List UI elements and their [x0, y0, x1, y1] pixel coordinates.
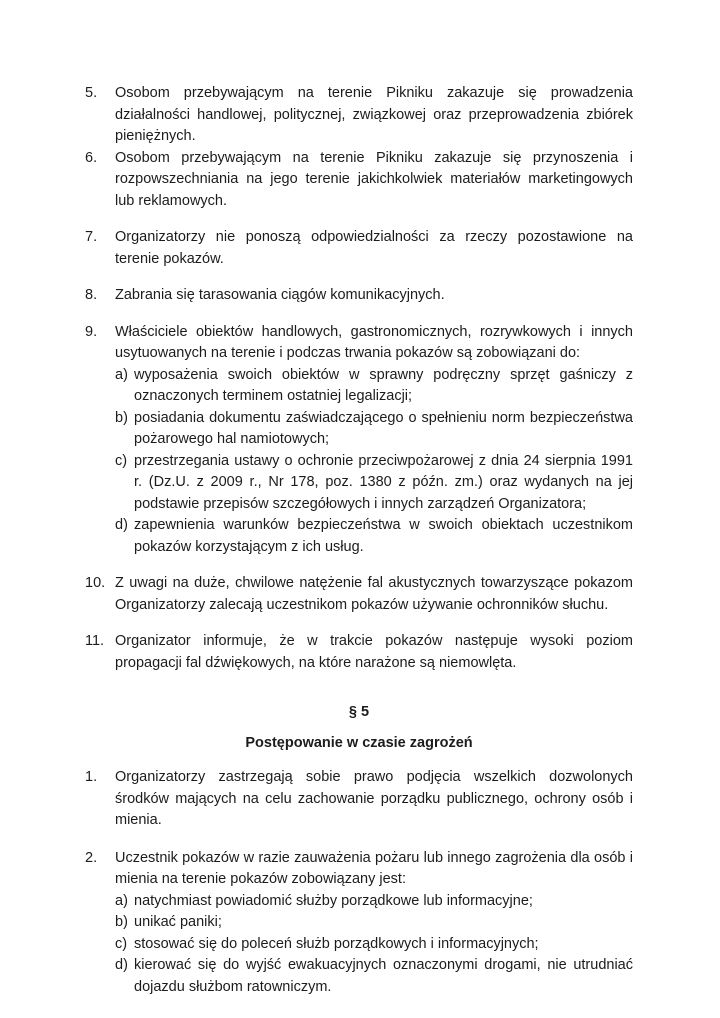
sub-item-2b: [115, 912, 633, 934]
sub-item-text: przestrzegania ustawy o ochronie przeciwpożarowej z dnia 24 sierpnia 1991 r. (Dz.U. z 2009 r., Nr 178, poz. 1380 z późn. zm.) oraz wydanych na jej podstawie przepisów szczegółowych i innych zarządzeń Organizatora;: [134, 452, 633, 512]
sub-item-label: a): [115, 892, 128, 909]
list-item-text: Organizatorzy zastrzegają sobie prawo podjęcia wszelkich dozwolonych środków mających na celu zachowanie porządku publicznego, ochrony osób i mienia.: [115, 769, 633, 828]
list-item-10: [85, 573, 633, 616]
sub-item-label: d): [115, 957, 128, 973]
list-item-11: [85, 631, 633, 674]
sub-item-2c: [115, 934, 633, 956]
sub-item-text: posiadania dokumentu zaświadczającego o spełnieniu norm bezpieczeństwa pożarowego hal namiotowych;: [134, 409, 633, 447]
sub-item-label: c): [115, 452, 128, 469]
list-item-text: Osobom przebywającym na terenie Pikniku zakazuje się przynoszenia i rozpowszechniania na jego terenie jakichkolwiek materiałów marketingowych lub reklamowych.: [115, 149, 633, 209]
sub-item-label: a): [115, 366, 128, 383]
list-item-number: 9.: [85, 323, 98, 340]
sub-item-text: natychmiast powiadomić służby porządkowe lub informacyjne;: [134, 892, 533, 909]
list-item-9: [85, 322, 633, 559]
sub-item-text: zapewnienia warunków bezpieczeństwa w swoich obiektach uczestnikom pokazów korzystającym z ich usług.: [134, 517, 633, 555]
sub-item-label: b): [115, 409, 128, 426]
list-item-text: Uczestnik pokazów w razie zauważenia pożaru lub innego zagrożenia dla osób i mienia na terenie pokazów zobowiązany jest:: [115, 849, 633, 887]
list-item-s5-1: [85, 767, 633, 832]
list-item-number: 6.: [85, 149, 98, 166]
sub-item-9a: [115, 365, 633, 408]
sub-item-text: unikać paniki;: [134, 914, 222, 930]
list-item-7: [85, 227, 633, 270]
list-item-number: 2.: [85, 849, 98, 866]
sub-item-label: c): [115, 935, 128, 952]
list-item-number: 5.: [85, 85, 98, 101]
list-item-5: [85, 83, 633, 148]
list-item-text: Organizatorzy nie ponoszą odpowiedzialności za rzeczy pozostawione na terenie pokazów.: [115, 229, 633, 267]
list-item-body: [115, 322, 633, 559]
list-item-text: Organizator informuje, że w trakcie pokazów następuje wysoki poziom propagacji fal dźwiękowych, na które narażone są niemowlęta.: [115, 633, 633, 671]
sub-item-2d: [115, 955, 633, 998]
list-item-text: Właściciele obiektów handlowych, gastronomicznych, rozrywkowych i innych usytuowanych na terenie i podczas trwania pokazów są zobowiązani do:: [115, 323, 633, 361]
list-item-number: 8.: [85, 287, 98, 303]
section-title: Postępowanie w czasie zagrożeń: [245, 734, 473, 751]
sub-item-text: stosować się do poleceń służb porządkowych i informacyjnych;: [134, 935, 539, 952]
list-item-text: Osobom przebywającym na terenie Pikniku zakazuje się prowadzenia działalności handlowej, politycznej, związkowej oraz przeprowadzenia zbiórek pieniężnych.: [115, 85, 633, 144]
list-item-number: 10.: [85, 575, 106, 591]
sub-item-label: d): [115, 517, 128, 533]
sub-item-label: b): [115, 914, 128, 930]
sub-item-9d: [115, 515, 633, 558]
list-item-number: 1.: [85, 769, 98, 785]
sub-item-text: kierować się do wyjść ewakuacyjnych oznaczonymi drogami, nie utrudniać dojazdu służbom ratowniczym.: [134, 957, 633, 995]
list-item-text: Z uwagi na duże, chwilowe natężenie fal akustycznych towarzyszące pokazom Organizatorzy zalecają uczestnikom pokazów używanie ochronników słuchu.: [115, 575, 633, 613]
sub-item-9c: [115, 451, 633, 516]
list-item-body: [115, 848, 633, 999]
list-item-s5-2: [85, 848, 633, 999]
sub-item-text: wyposażenia swoich obiektów w sprawny podręczny sprzęt gaśniczy z oznaczonych terminem ostatniej legalizacji;: [134, 366, 633, 404]
list-item-number: 11.: [85, 633, 105, 649]
section-heading: § 5: [348, 704, 370, 720]
sub-item-2a: [115, 891, 633, 913]
list-item-6: [85, 148, 633, 213]
list-item-8: [85, 285, 633, 307]
list-item-text: Zabrania się tarasowania ciągów komunikacyjnych.: [115, 287, 445, 303]
list-item-number: 7.: [85, 229, 98, 245]
sub-item-9b: [115, 408, 633, 451]
